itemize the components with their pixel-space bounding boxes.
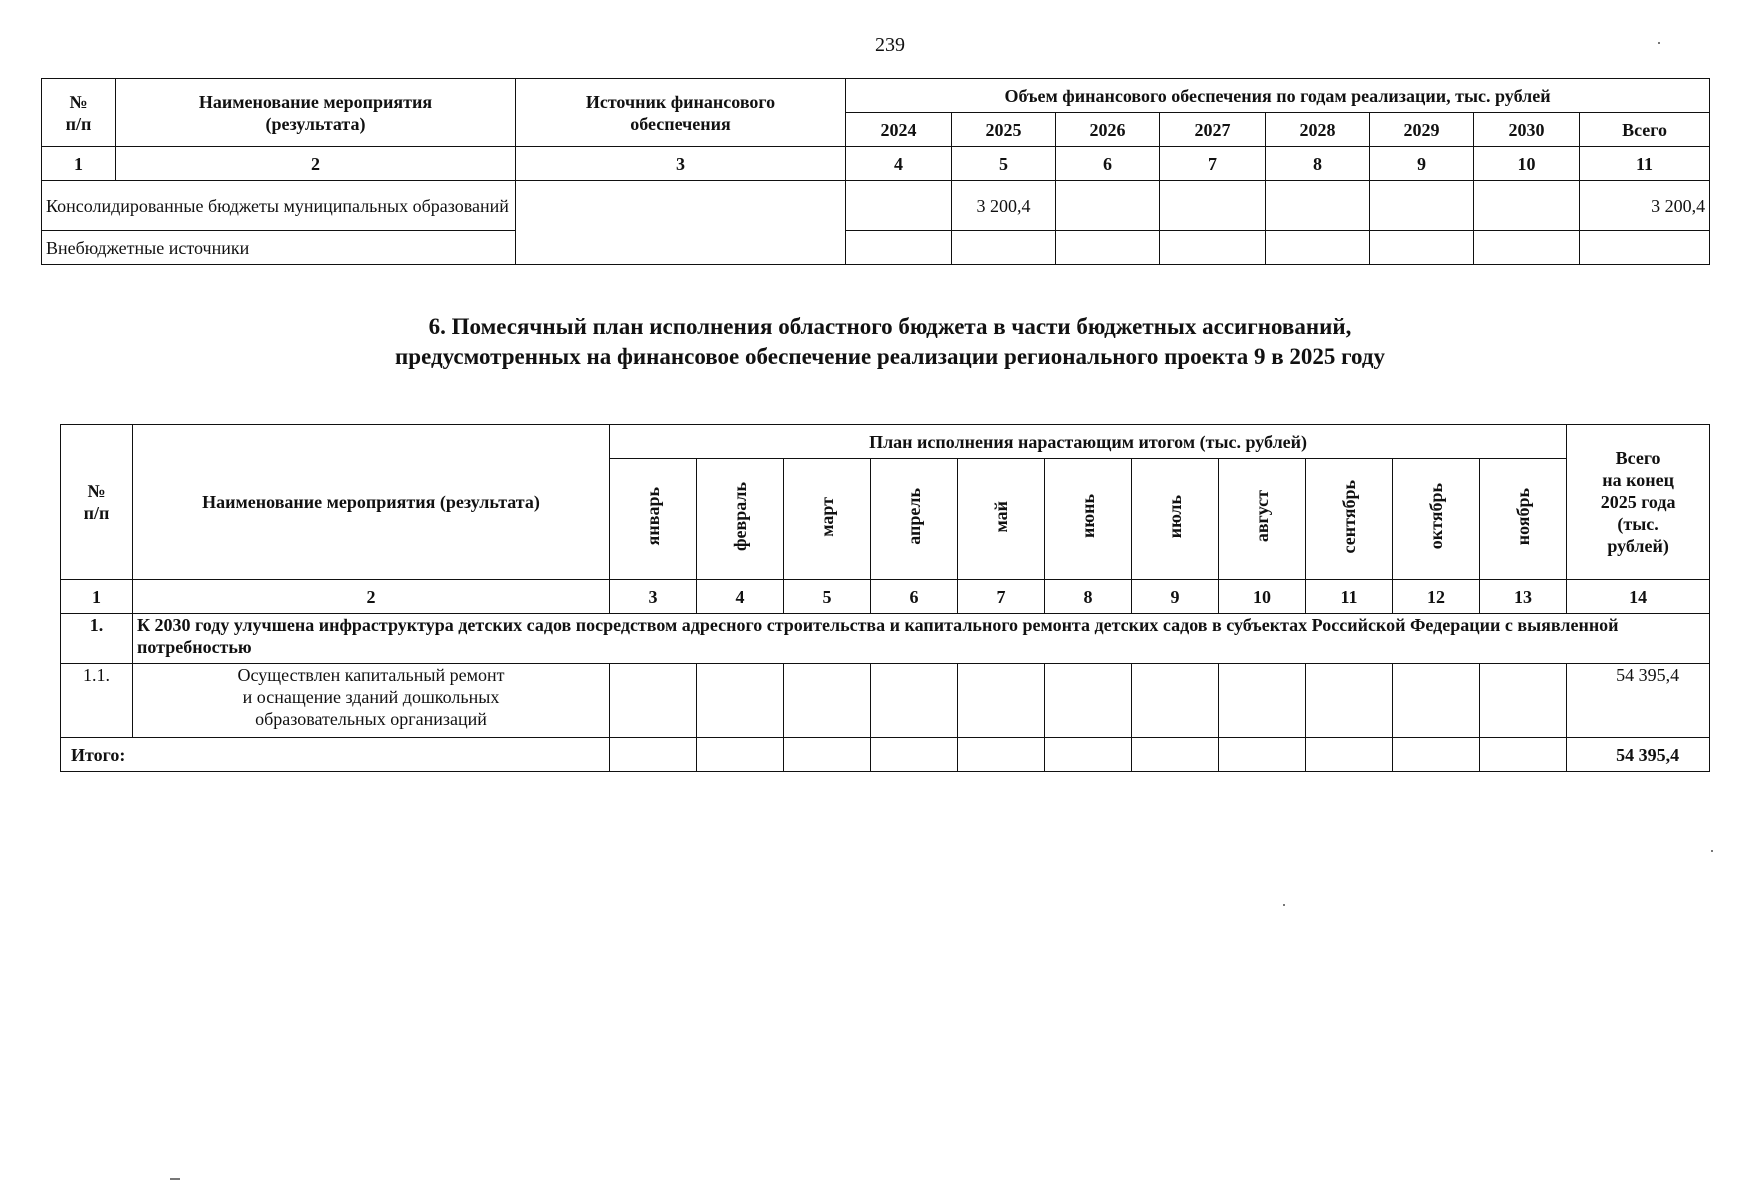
value-cell [1160,181,1266,231]
col-total-header: Всего на конец 2025 года (тыс. рублей) [1567,425,1710,580]
goal-num: 1. [61,614,133,664]
month-value-cell [871,738,958,772]
section-title-line: предусмотренных на финансовое обеспечение реализации регионального проекта 9 в 2025 году [395,344,1385,369]
col-number: 11 [1580,147,1710,181]
value-cell [846,181,952,231]
value-cell [1580,231,1710,265]
year-header: 2029 [1370,113,1474,147]
value-cell [952,231,1056,265]
goal-text: К 2030 году улучшена инфраструктура детских садов посредством адресного строительства и капитального ремонта детских садов в субъектах Российской Федерации с выявленной потребностью [133,614,1710,664]
financing-table [41,78,1710,265]
month-header [1393,459,1480,580]
month-value-cell [958,664,1045,738]
col-number: 1 [42,147,116,181]
col-number: 7 [958,580,1045,614]
scan-speck [1658,42,1660,44]
month-value-cell [958,738,1045,772]
month-label: февраль [730,482,750,551]
col-number: 5 [784,580,871,614]
month-header [784,459,871,580]
month-label: июль [1165,494,1185,539]
col-number: 10 [1474,147,1580,181]
month-header [871,459,958,580]
month-value-cell [610,664,697,738]
month-value-cell [1132,738,1219,772]
month-label: июнь [1078,494,1098,539]
col-plan-header: План исполнения нарастающим итогом (тыс. рублей) [610,425,1567,459]
month-header [1219,459,1306,580]
month-header [1045,459,1132,580]
totals-row [61,738,1710,772]
row-label: Внебюджетные источники [42,231,516,265]
value-cell [1056,231,1160,265]
month-header [697,459,784,580]
month-value-cell [1306,738,1393,772]
month-value-cell [1132,664,1219,738]
month-label: сентябрь [1339,479,1359,554]
month-label: ноябрь [1513,487,1534,546]
scan-speck [1283,904,1285,906]
month-label: октябрь [1426,483,1446,550]
month-header [958,459,1045,580]
month-value-cell [697,738,784,772]
column-numbers-row [61,580,1710,614]
year-header: 2025 [952,113,1056,147]
value-cell [1370,181,1474,231]
col-number: 12 [1393,580,1480,614]
column-numbers-row [42,147,1710,181]
source-cell [516,181,846,265]
value-cell [1266,181,1370,231]
col-number: 8 [1266,147,1370,181]
monthly-plan-table [60,424,1710,772]
month-label: апрель [904,488,924,545]
row-label: Консолидированные бюджеты муниципальных образований [42,181,516,231]
month-value-cell [1480,738,1567,772]
year-header: 2024 [846,113,952,147]
value-cell [1370,231,1474,265]
section-title [0,312,1760,372]
month-value-cell [697,664,784,738]
col-number: 9 [1370,147,1474,181]
table-row [61,664,1710,738]
month-value-cell [1219,664,1306,738]
col-number: 7 [1160,147,1266,181]
month-value-cell [1045,738,1132,772]
col-number: 3 [516,147,846,181]
col-source-header: Источник финансового обеспечения [516,79,846,147]
col-volume-header: Объем финансового обеспечения по годам реализации, тыс. рублей [846,79,1710,113]
page-number: 239 [875,34,905,56]
month-header [1306,459,1393,580]
col-name-header: Наименование мероприятия (результата) [133,425,610,580]
col-number: 11 [1306,580,1393,614]
col-number: 10 [1219,580,1306,614]
month-label: май [991,500,1011,533]
value-cell [1474,231,1580,265]
value-cell: 3 200,4 [952,181,1056,231]
month-value-cell [1045,664,1132,738]
month-label: январь [643,487,663,546]
col-number: 6 [1056,147,1160,181]
col-number: 5 [952,147,1056,181]
col-number: 8 [1045,580,1132,614]
col-number: 1 [61,580,133,614]
col-number: 3 [610,580,697,614]
table-row [42,181,1710,231]
year-header: 2027 [1160,113,1266,147]
month-value-cell [1393,738,1480,772]
scan-speck [1711,850,1713,852]
month-header [610,459,697,580]
table-row [42,231,1710,265]
month-value-cell [784,738,871,772]
scan-speck [170,1178,180,1180]
col-number: 6 [871,580,958,614]
month-header [1480,459,1567,580]
value-cell [1266,231,1370,265]
value-cell [846,231,952,265]
year-total-header: Всего [1580,113,1710,147]
month-header [1132,459,1219,580]
col-num-header: № п/п [42,79,116,147]
month-value-cell [1306,664,1393,738]
col-number: 13 [1480,580,1567,614]
value-cell [1474,181,1580,231]
item-num: 1.1. [61,664,133,738]
col-num-header: № п/п [61,425,133,580]
section-title-line: 6. Помесячный план исполнения областного бюджета в части бюджетных ассигнований, [428,314,1352,339]
year-header: 2026 [1056,113,1160,147]
col-number: 14 [1567,580,1710,614]
value-cell [1160,231,1266,265]
value-cell [1056,181,1160,231]
value-cell: 3 200,4 [1580,181,1710,231]
month-label: март [817,496,837,537]
month-value-cell [784,664,871,738]
month-value-cell [1219,738,1306,772]
col-number: 2 [116,147,516,181]
totals-label: Итого: [61,738,610,772]
year-header: 2028 [1266,113,1370,147]
col-number: 2 [133,580,610,614]
month-value-cell [1393,664,1480,738]
col-number: 4 [846,147,952,181]
col-number: 9 [1132,580,1219,614]
month-value-cell [871,664,958,738]
totals-value: 54 395,4 [1567,738,1710,772]
month-value-cell [1480,664,1567,738]
item-total: 54 395,4 [1567,664,1710,738]
year-header: 2030 [1474,113,1580,147]
goal-row [61,614,1710,664]
month-value-cell [610,738,697,772]
col-name-header: Наименование мероприятия (результата) [116,79,516,147]
col-number: 4 [697,580,784,614]
item-name: Осуществлен капитальный ремонт и оснащение зданий дошкольных образовательных организаций [133,664,610,738]
month-label: август [1252,490,1272,543]
